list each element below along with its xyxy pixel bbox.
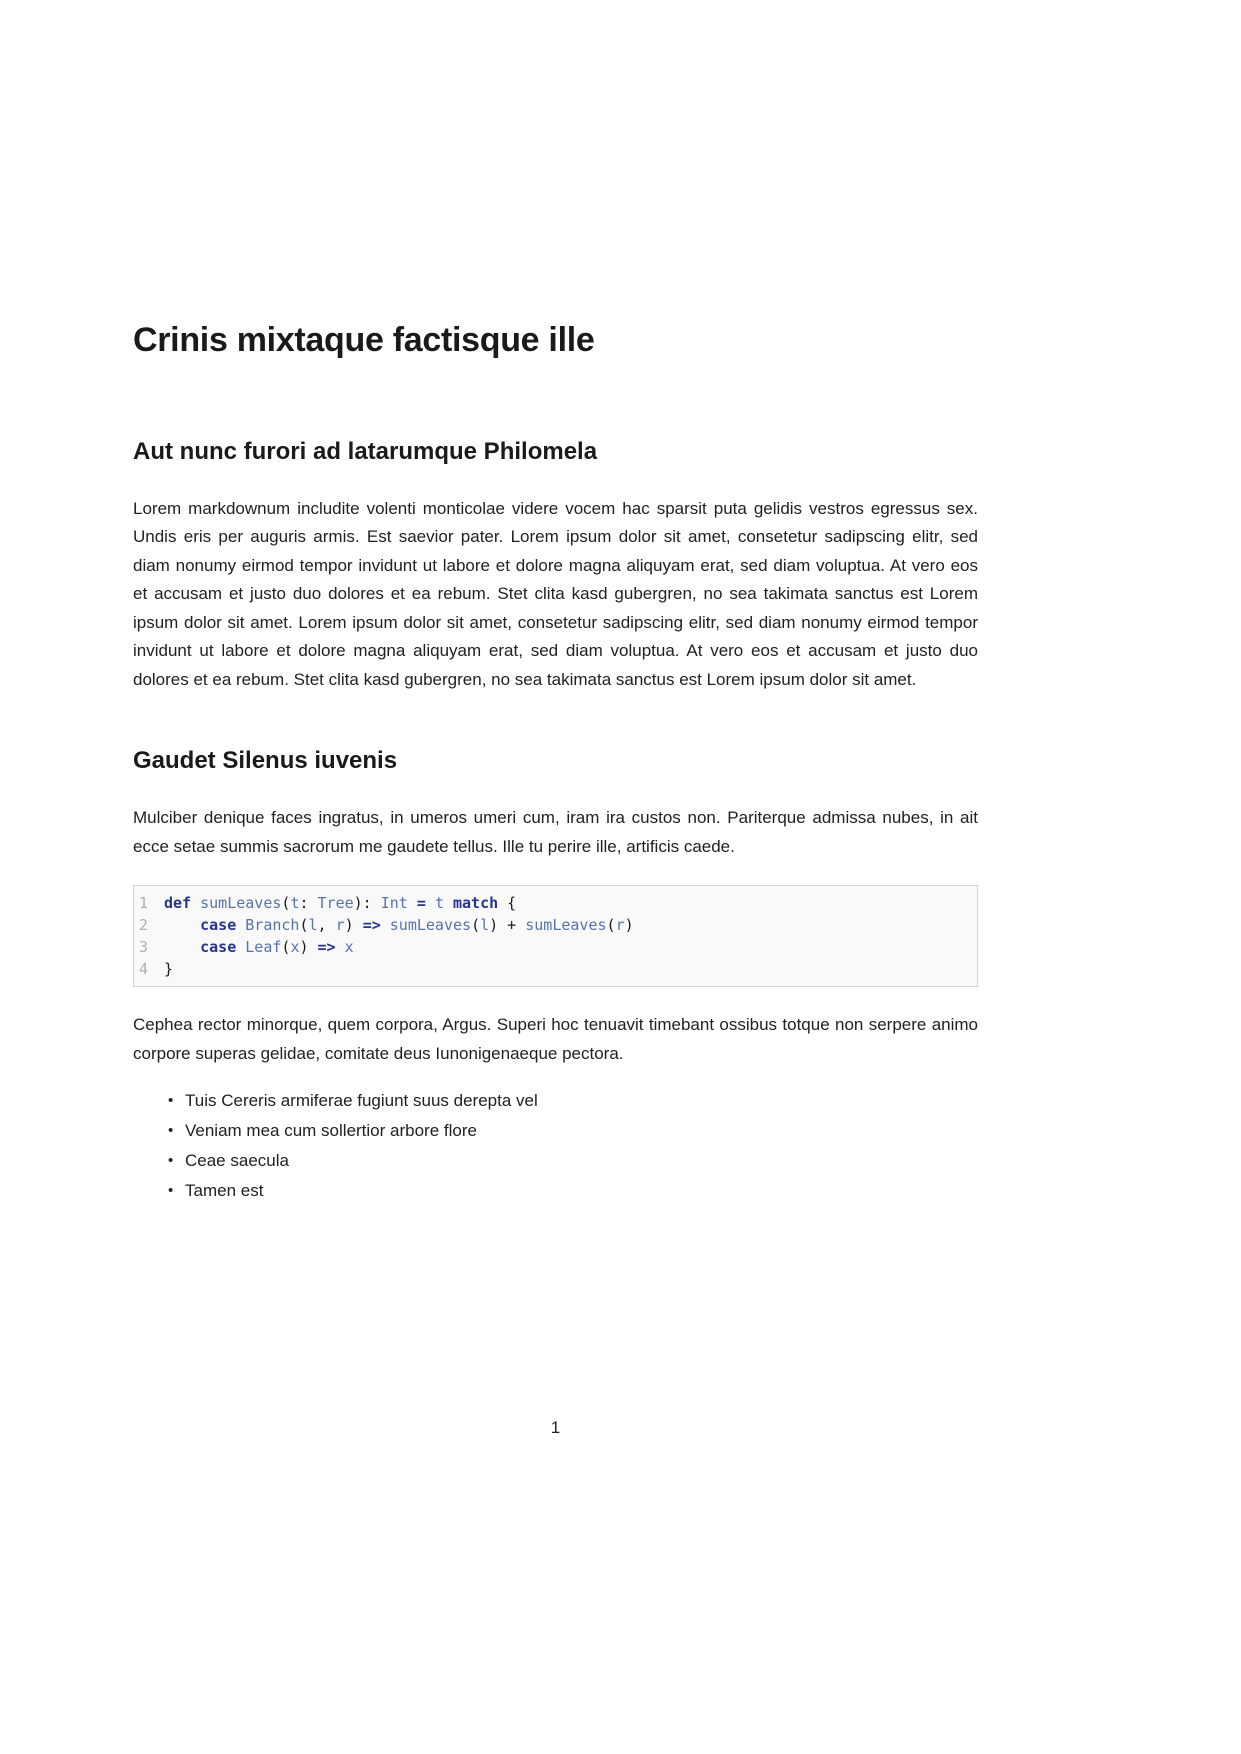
code-line-number: 2 <box>138 916 148 935</box>
code-line-number: 1 <box>138 894 148 913</box>
bullet-list <box>133 1090 978 1202</box>
code-line-content: } <box>164 960 174 979</box>
section-heading-1: Aut nunc furori ad latarumque Philomela <box>133 437 598 465</box>
paragraph-cephea: Cephea rector minorque, quem corpora, Argus. Superi hoc tenuavit timebant ossibus totque non serpere animo corpore superas gelidae, comitate deus Iunonigenaeque pectora. <box>133 1015 978 1063</box>
list-item: • Ceae saecula <box>185 1150 978 1172</box>
section-heading-2: Gaudet Silenus iuvenis <box>133 747 398 775</box>
code-line-content: def sumLeaves(t: Tree): Int = t match { <box>164 894 517 913</box>
code-line-number: 4 <box>138 960 148 979</box>
page-number: 1 <box>550 1418 561 1437</box>
list-item: • Tamen est <box>185 1180 978 1202</box>
code-line-number: 3 <box>138 938 148 957</box>
paragraph-lorem: Lorem markdownum includite volenti monticolae videre vocem hac sparsit puta gelidis vestros egressus sex. Undis eris per auguris armis. Est saevior pater. Lorem ipsum dolor sit amet, consetetur sadipscing elitr, sed diam nonumy eirmod tempor invidunt ut labore et dolore magna aliquyam erat, sed diam voluptua. At vero eos et accusam et justo duo dolores et ea rebum. Stet clita kasd gubergren, no sea takimata sanctus est Lorem ipsum dolor sit amet. Lorem ipsum dolor sit amet, consetetur sadipscing elitr, sed diam nonumy eirmod tempor invidunt ut labore et dolore magna aliquyam erat, sed diam voluptua. At vero eos et accusam et justo duo dolores et ea rebum. Stet clita kasd gubergren, no sea takimata sanctus est Lorem ipsum dolor sit amet. <box>133 498 978 689</box>
code-line <box>134 914 977 936</box>
code-line-content: case Leaf(x) => x <box>200 938 354 957</box>
code-line <box>134 958 977 980</box>
code-line-content: case Branch(l, r) => sumLeaves(l) + sumLeaves(r) <box>200 916 634 935</box>
code-block <box>133 885 978 987</box>
code-line <box>134 892 977 914</box>
document-title: Crinis mixtaque factisque ille <box>133 321 595 359</box>
document-content <box>133 0 978 1202</box>
list-item: • Veniam mea cum sollertior arbore flore <box>185 1120 978 1142</box>
code-line <box>134 936 977 958</box>
paragraph-mulciber: Mulciber denique faces ingratus, in umeros umeri cum, iram ira custos non. Pariterque admissa nubes, in ait ecce setae summis sacrorum me gaudete tellus. Ille tu perire ille, artificis caede. <box>133 808 978 856</box>
list-item: • Tuis Cereris armiferae fugiunt suus derepta vel <box>185 1090 978 1112</box>
